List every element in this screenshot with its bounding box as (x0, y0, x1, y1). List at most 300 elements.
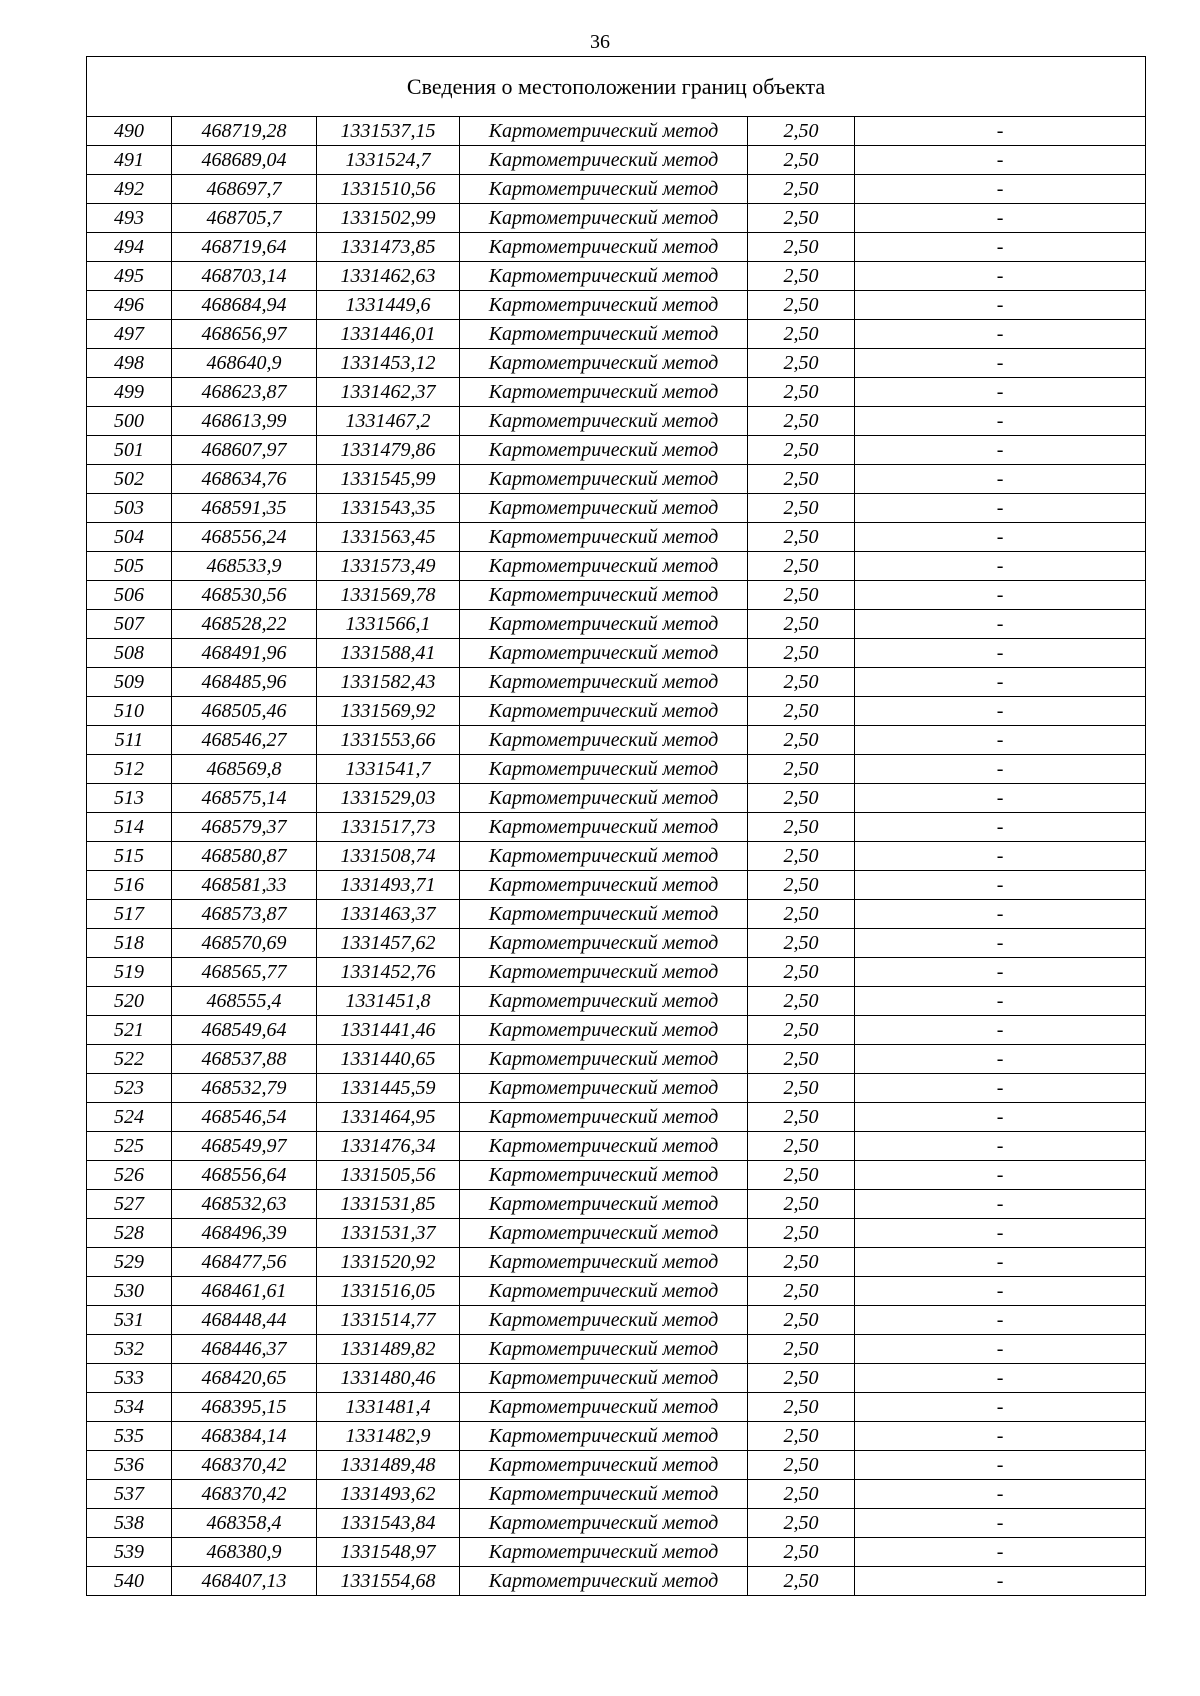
x-coordinate-cell: 468581,33 (172, 871, 317, 900)
method-cell: Картометрический метод (460, 581, 748, 610)
x-coordinate-cell: 468370,42 (172, 1451, 317, 1480)
x-coordinate-cell: 468380,9 (172, 1538, 317, 1567)
x-coordinate-cell: 468573,87 (172, 900, 317, 929)
table-row (87, 1190, 1146, 1219)
y-coordinate-cell: 1331582,43 (317, 668, 460, 697)
description-cell: - (855, 291, 1146, 320)
description-cell: - (855, 1335, 1146, 1364)
table-row (87, 1509, 1146, 1538)
x-coordinate-cell: 468719,64 (172, 233, 317, 262)
accuracy-cell: 2,50 (748, 987, 855, 1016)
point-number-cell: 537 (87, 1480, 172, 1509)
table-row (87, 465, 1146, 494)
table-row (87, 610, 1146, 639)
method-cell: Картометрический метод (460, 610, 748, 639)
accuracy-cell: 2,50 (748, 1132, 855, 1161)
accuracy-cell: 2,50 (748, 1335, 855, 1364)
method-cell: Картометрический метод (460, 204, 748, 233)
x-coordinate-cell: 468684,94 (172, 291, 317, 320)
table-row (87, 494, 1146, 523)
y-coordinate-cell: 1331548,97 (317, 1538, 460, 1567)
x-coordinate-cell: 468634,76 (172, 465, 317, 494)
method-cell: Картометрический метод (460, 1190, 748, 1219)
x-coordinate-cell: 468485,96 (172, 668, 317, 697)
table-row (87, 755, 1146, 784)
description-cell: - (855, 262, 1146, 291)
accuracy-cell: 2,50 (748, 407, 855, 436)
description-cell: - (855, 581, 1146, 610)
y-coordinate-cell: 1331441,46 (317, 1016, 460, 1045)
table-row (87, 523, 1146, 552)
method-cell: Картометрический метод (460, 1306, 748, 1335)
accuracy-cell: 2,50 (748, 958, 855, 987)
point-number-cell: 523 (87, 1074, 172, 1103)
point-number-cell: 513 (87, 784, 172, 813)
y-coordinate-cell: 1331543,35 (317, 494, 460, 523)
x-coordinate-cell: 468358,4 (172, 1509, 317, 1538)
accuracy-cell: 2,50 (748, 1364, 855, 1393)
point-number-cell: 512 (87, 755, 172, 784)
method-cell: Картометрический метод (460, 320, 748, 349)
description-cell: - (855, 494, 1146, 523)
boundary-coordinates-table (86, 56, 1146, 1596)
description-cell: - (855, 1509, 1146, 1538)
point-number-cell: 536 (87, 1451, 172, 1480)
x-coordinate-cell: 468719,28 (172, 117, 317, 146)
y-coordinate-cell: 1331505,56 (317, 1161, 460, 1190)
y-coordinate-cell: 1331541,7 (317, 755, 460, 784)
y-coordinate-cell: 1331517,73 (317, 813, 460, 842)
table-row (87, 697, 1146, 726)
accuracy-cell: 2,50 (748, 146, 855, 175)
description-cell: - (855, 1393, 1146, 1422)
accuracy-cell: 2,50 (748, 1016, 855, 1045)
point-number-cell: 531 (87, 1306, 172, 1335)
table-row (87, 900, 1146, 929)
description-cell: - (855, 1538, 1146, 1567)
y-coordinate-cell: 1331449,6 (317, 291, 460, 320)
method-cell: Картометрический метод (460, 1393, 748, 1422)
x-coordinate-cell: 468477,56 (172, 1248, 317, 1277)
y-coordinate-cell: 1331514,77 (317, 1306, 460, 1335)
method-cell: Картометрический метод (460, 291, 748, 320)
accuracy-cell: 2,50 (748, 755, 855, 784)
description-cell: - (855, 1567, 1146, 1596)
description-cell: - (855, 755, 1146, 784)
x-coordinate-cell: 468556,24 (172, 523, 317, 552)
accuracy-cell: 2,50 (748, 726, 855, 755)
y-coordinate-cell: 1331489,48 (317, 1451, 460, 1480)
table-row (87, 639, 1146, 668)
description-cell: - (855, 552, 1146, 581)
x-coordinate-cell: 468496,39 (172, 1219, 317, 1248)
table-row (87, 407, 1146, 436)
point-number-cell: 521 (87, 1016, 172, 1045)
method-cell: Картометрический метод (460, 1248, 748, 1277)
table-row (87, 813, 1146, 842)
y-coordinate-cell: 1331451,8 (317, 987, 460, 1016)
table-row (87, 1480, 1146, 1509)
x-coordinate-cell: 468705,7 (172, 204, 317, 233)
table-row (87, 1567, 1146, 1596)
method-cell: Картометрический метод (460, 378, 748, 407)
x-coordinate-cell: 468697,7 (172, 175, 317, 204)
table-row (87, 262, 1146, 291)
point-number-cell: 490 (87, 117, 172, 146)
point-number-cell: 517 (87, 900, 172, 929)
description-cell: - (855, 697, 1146, 726)
x-coordinate-cell: 468533,9 (172, 552, 317, 581)
y-coordinate-cell: 1331452,76 (317, 958, 460, 987)
point-number-cell: 494 (87, 233, 172, 262)
description-cell: - (855, 1480, 1146, 1509)
description-cell: - (855, 1451, 1146, 1480)
accuracy-cell: 2,50 (748, 1161, 855, 1190)
x-coordinate-cell: 468532,79 (172, 1074, 317, 1103)
method-cell: Картометрический метод (460, 1335, 748, 1364)
description-cell: - (855, 465, 1146, 494)
accuracy-cell: 2,50 (748, 610, 855, 639)
description-cell: - (855, 378, 1146, 407)
x-coordinate-cell: 468613,99 (172, 407, 317, 436)
point-number-cell: 491 (87, 146, 172, 175)
point-number-cell: 520 (87, 987, 172, 1016)
point-number-cell: 522 (87, 1045, 172, 1074)
y-coordinate-cell: 1331520,92 (317, 1248, 460, 1277)
point-number-cell: 528 (87, 1219, 172, 1248)
y-coordinate-cell: 1331516,05 (317, 1277, 460, 1306)
point-number-cell: 509 (87, 668, 172, 697)
description-cell: - (855, 842, 1146, 871)
method-cell: Картометрический метод (460, 900, 748, 929)
accuracy-cell: 2,50 (748, 494, 855, 523)
point-number-cell: 504 (87, 523, 172, 552)
y-coordinate-cell: 1331545,99 (317, 465, 460, 494)
point-number-cell: 510 (87, 697, 172, 726)
accuracy-cell: 2,50 (748, 1538, 855, 1567)
x-coordinate-cell: 468537,88 (172, 1045, 317, 1074)
table-row (87, 175, 1146, 204)
table-row (87, 1103, 1146, 1132)
table-row (87, 349, 1146, 378)
point-number-cell: 505 (87, 552, 172, 581)
point-number-cell: 538 (87, 1509, 172, 1538)
table-row (87, 1074, 1146, 1103)
x-coordinate-cell: 468579,37 (172, 813, 317, 842)
x-coordinate-cell: 468607,97 (172, 436, 317, 465)
method-cell: Картометрический метод (460, 639, 748, 668)
accuracy-cell: 2,50 (748, 117, 855, 146)
method-cell: Картометрический метод (460, 1103, 748, 1132)
table-row (87, 987, 1146, 1016)
method-cell: Картометрический метод (460, 1422, 748, 1451)
x-coordinate-cell: 468532,63 (172, 1190, 317, 1219)
method-cell: Картометрический метод (460, 146, 748, 175)
table-row (87, 204, 1146, 233)
table-row (87, 1306, 1146, 1335)
method-cell: Картометрический метод (460, 349, 748, 378)
method-cell: Картометрический метод (460, 987, 748, 1016)
table-row (87, 1451, 1146, 1480)
description-cell: - (855, 900, 1146, 929)
point-number-cell: 502 (87, 465, 172, 494)
method-cell: Картометрический метод (460, 929, 748, 958)
accuracy-cell: 2,50 (748, 697, 855, 726)
method-cell: Картометрический метод (460, 1045, 748, 1074)
method-cell: Картометрический метод (460, 233, 748, 262)
table-body (87, 117, 1146, 1596)
accuracy-cell: 2,50 (748, 465, 855, 494)
table-row (87, 291, 1146, 320)
method-cell: Картометрический метод (460, 1277, 748, 1306)
accuracy-cell: 2,50 (748, 639, 855, 668)
accuracy-cell: 2,50 (748, 378, 855, 407)
y-coordinate-cell: 1331480,46 (317, 1364, 460, 1393)
description-cell: - (855, 987, 1146, 1016)
description-cell: - (855, 1422, 1146, 1451)
accuracy-cell: 2,50 (748, 552, 855, 581)
table-row (87, 1219, 1146, 1248)
y-coordinate-cell: 1331554,68 (317, 1567, 460, 1596)
description-cell: - (855, 1364, 1146, 1393)
method-cell: Картометрический метод (460, 784, 748, 813)
method-cell: Картометрический метод (460, 1132, 748, 1161)
y-coordinate-cell: 1331569,92 (317, 697, 460, 726)
accuracy-cell: 2,50 (748, 900, 855, 929)
x-coordinate-cell: 468446,37 (172, 1335, 317, 1364)
point-number-cell: 516 (87, 871, 172, 900)
accuracy-cell: 2,50 (748, 1248, 855, 1277)
description-cell: - (855, 407, 1146, 436)
y-coordinate-cell: 1331453,12 (317, 349, 460, 378)
accuracy-cell: 2,50 (748, 291, 855, 320)
x-coordinate-cell: 468591,35 (172, 494, 317, 523)
y-coordinate-cell: 1331529,03 (317, 784, 460, 813)
accuracy-cell: 2,50 (748, 871, 855, 900)
point-number-cell: 515 (87, 842, 172, 871)
point-number-cell: 524 (87, 1103, 172, 1132)
y-coordinate-cell: 1331481,4 (317, 1393, 460, 1422)
method-cell: Картометрический метод (460, 494, 748, 523)
point-number-cell: 496 (87, 291, 172, 320)
description-cell: - (855, 320, 1146, 349)
point-number-cell: 498 (87, 349, 172, 378)
x-coordinate-cell: 468546,54 (172, 1103, 317, 1132)
accuracy-cell: 2,50 (748, 813, 855, 842)
method-cell: Картометрический метод (460, 871, 748, 900)
point-number-cell: 535 (87, 1422, 172, 1451)
point-number-cell: 519 (87, 958, 172, 987)
accuracy-cell: 2,50 (748, 929, 855, 958)
accuracy-cell: 2,50 (748, 1393, 855, 1422)
y-coordinate-cell: 1331566,1 (317, 610, 460, 639)
point-number-cell: 508 (87, 639, 172, 668)
x-coordinate-cell: 468530,56 (172, 581, 317, 610)
table-row (87, 146, 1146, 175)
table-row (87, 784, 1146, 813)
point-number-cell: 497 (87, 320, 172, 349)
description-cell: - (855, 1161, 1146, 1190)
accuracy-cell: 2,50 (748, 175, 855, 204)
y-coordinate-cell: 1331537,15 (317, 117, 460, 146)
x-coordinate-cell: 468384,14 (172, 1422, 317, 1451)
x-coordinate-cell: 468491,96 (172, 639, 317, 668)
method-cell: Картометрический метод (460, 958, 748, 987)
x-coordinate-cell: 468556,64 (172, 1161, 317, 1190)
accuracy-cell: 2,50 (748, 1045, 855, 1074)
x-coordinate-cell: 468370,42 (172, 1480, 317, 1509)
x-coordinate-cell: 468656,97 (172, 320, 317, 349)
x-coordinate-cell: 468703,14 (172, 262, 317, 291)
y-coordinate-cell: 1331493,62 (317, 1480, 460, 1509)
table-row (87, 1335, 1146, 1364)
description-cell: - (855, 1306, 1146, 1335)
accuracy-cell: 2,50 (748, 349, 855, 378)
accuracy-cell: 2,50 (748, 320, 855, 349)
point-number-cell: 534 (87, 1393, 172, 1422)
description-cell: - (855, 958, 1146, 987)
x-coordinate-cell: 468640,9 (172, 349, 317, 378)
x-coordinate-cell: 468505,46 (172, 697, 317, 726)
y-coordinate-cell: 1331553,66 (317, 726, 460, 755)
y-coordinate-cell: 1331467,2 (317, 407, 460, 436)
table-title: Сведения о местоположении границ объекта (87, 57, 1146, 117)
description-cell: - (855, 726, 1146, 755)
method-cell: Картометрический метод (460, 726, 748, 755)
accuracy-cell: 2,50 (748, 1306, 855, 1335)
x-coordinate-cell: 468395,15 (172, 1393, 317, 1422)
method-cell: Картометрический метод (460, 668, 748, 697)
point-number-cell: 532 (87, 1335, 172, 1364)
x-coordinate-cell: 468555,4 (172, 987, 317, 1016)
table-row (87, 1016, 1146, 1045)
method-cell: Картометрический метод (460, 465, 748, 494)
y-coordinate-cell: 1331502,99 (317, 204, 460, 233)
table-row (87, 958, 1146, 987)
point-number-cell: 527 (87, 1190, 172, 1219)
method-cell: Картометрический метод (460, 523, 748, 552)
point-number-cell: 503 (87, 494, 172, 523)
description-cell: - (855, 668, 1146, 697)
x-coordinate-cell: 468546,27 (172, 726, 317, 755)
method-cell: Картометрический метод (460, 1509, 748, 1538)
table-row (87, 1045, 1146, 1074)
method-cell: Картометрический метод (460, 262, 748, 291)
table-row (87, 871, 1146, 900)
accuracy-cell: 2,50 (748, 1190, 855, 1219)
description-cell: - (855, 1132, 1146, 1161)
accuracy-cell: 2,50 (748, 1074, 855, 1103)
point-number-cell: 525 (87, 1132, 172, 1161)
accuracy-cell: 2,50 (748, 784, 855, 813)
y-coordinate-cell: 1331531,85 (317, 1190, 460, 1219)
y-coordinate-cell: 1331508,74 (317, 842, 460, 871)
table-row (87, 1422, 1146, 1451)
description-cell: - (855, 436, 1146, 465)
table-row (87, 726, 1146, 755)
accuracy-cell: 2,50 (748, 1103, 855, 1132)
page-number: 36 (590, 31, 610, 53)
accuracy-cell: 2,50 (748, 1219, 855, 1248)
accuracy-cell: 2,50 (748, 842, 855, 871)
point-number-cell: 540 (87, 1567, 172, 1596)
x-coordinate-cell: 468689,04 (172, 146, 317, 175)
y-coordinate-cell: 1331464,95 (317, 1103, 460, 1132)
point-number-cell: 499 (87, 378, 172, 407)
y-coordinate-cell: 1331569,78 (317, 581, 460, 610)
table-row (87, 1248, 1146, 1277)
table-title-row (87, 57, 1146, 117)
x-coordinate-cell: 468565,77 (172, 958, 317, 987)
description-cell: - (855, 1248, 1146, 1277)
accuracy-cell: 2,50 (748, 233, 855, 262)
y-coordinate-cell: 1331457,62 (317, 929, 460, 958)
x-coordinate-cell: 468580,87 (172, 842, 317, 871)
method-cell: Картометрический метод (460, 842, 748, 871)
point-number-cell: 506 (87, 581, 172, 610)
accuracy-cell: 2,50 (748, 436, 855, 465)
method-cell: Картометрический метод (460, 755, 748, 784)
accuracy-cell: 2,50 (748, 204, 855, 233)
method-cell: Картометрический метод (460, 175, 748, 204)
description-cell: - (855, 929, 1146, 958)
description-cell: - (855, 871, 1146, 900)
table-row (87, 929, 1146, 958)
method-cell: Картометрический метод (460, 697, 748, 726)
x-coordinate-cell: 468570,69 (172, 929, 317, 958)
description-cell: - (855, 523, 1146, 552)
x-coordinate-cell: 468623,87 (172, 378, 317, 407)
point-number-cell: 492 (87, 175, 172, 204)
table-row (87, 378, 1146, 407)
description-cell: - (855, 117, 1146, 146)
y-coordinate-cell: 1331588,41 (317, 639, 460, 668)
description-cell: - (855, 1103, 1146, 1132)
method-cell: Картометрический метод (460, 1567, 748, 1596)
x-coordinate-cell: 468407,13 (172, 1567, 317, 1596)
accuracy-cell: 2,50 (748, 1277, 855, 1306)
description-cell: - (855, 1219, 1146, 1248)
y-coordinate-cell: 1331479,86 (317, 436, 460, 465)
x-coordinate-cell: 468448,44 (172, 1306, 317, 1335)
description-cell: - (855, 1277, 1146, 1306)
y-coordinate-cell: 1331524,7 (317, 146, 460, 175)
y-coordinate-cell: 1331482,9 (317, 1422, 460, 1451)
accuracy-cell: 2,50 (748, 668, 855, 697)
method-cell: Картометрический метод (460, 1219, 748, 1248)
description-cell: - (855, 204, 1146, 233)
point-number-cell: 518 (87, 929, 172, 958)
y-coordinate-cell: 1331543,84 (317, 1509, 460, 1538)
description-cell: - (855, 639, 1146, 668)
table-row (87, 1161, 1146, 1190)
method-cell: Картометрический метод (460, 813, 748, 842)
description-cell: - (855, 146, 1146, 175)
point-number-cell: 514 (87, 813, 172, 842)
y-coordinate-cell: 1331476,34 (317, 1132, 460, 1161)
accuracy-cell: 2,50 (748, 1480, 855, 1509)
y-coordinate-cell: 1331440,65 (317, 1045, 460, 1074)
table-row (87, 1538, 1146, 1567)
method-cell: Картометрический метод (460, 1480, 748, 1509)
description-cell: - (855, 813, 1146, 842)
method-cell: Картометрический метод (460, 1538, 748, 1567)
x-coordinate-cell: 468549,64 (172, 1016, 317, 1045)
description-cell: - (855, 349, 1146, 378)
table-row (87, 1364, 1146, 1393)
y-coordinate-cell: 1331510,56 (317, 175, 460, 204)
accuracy-cell: 2,50 (748, 523, 855, 552)
